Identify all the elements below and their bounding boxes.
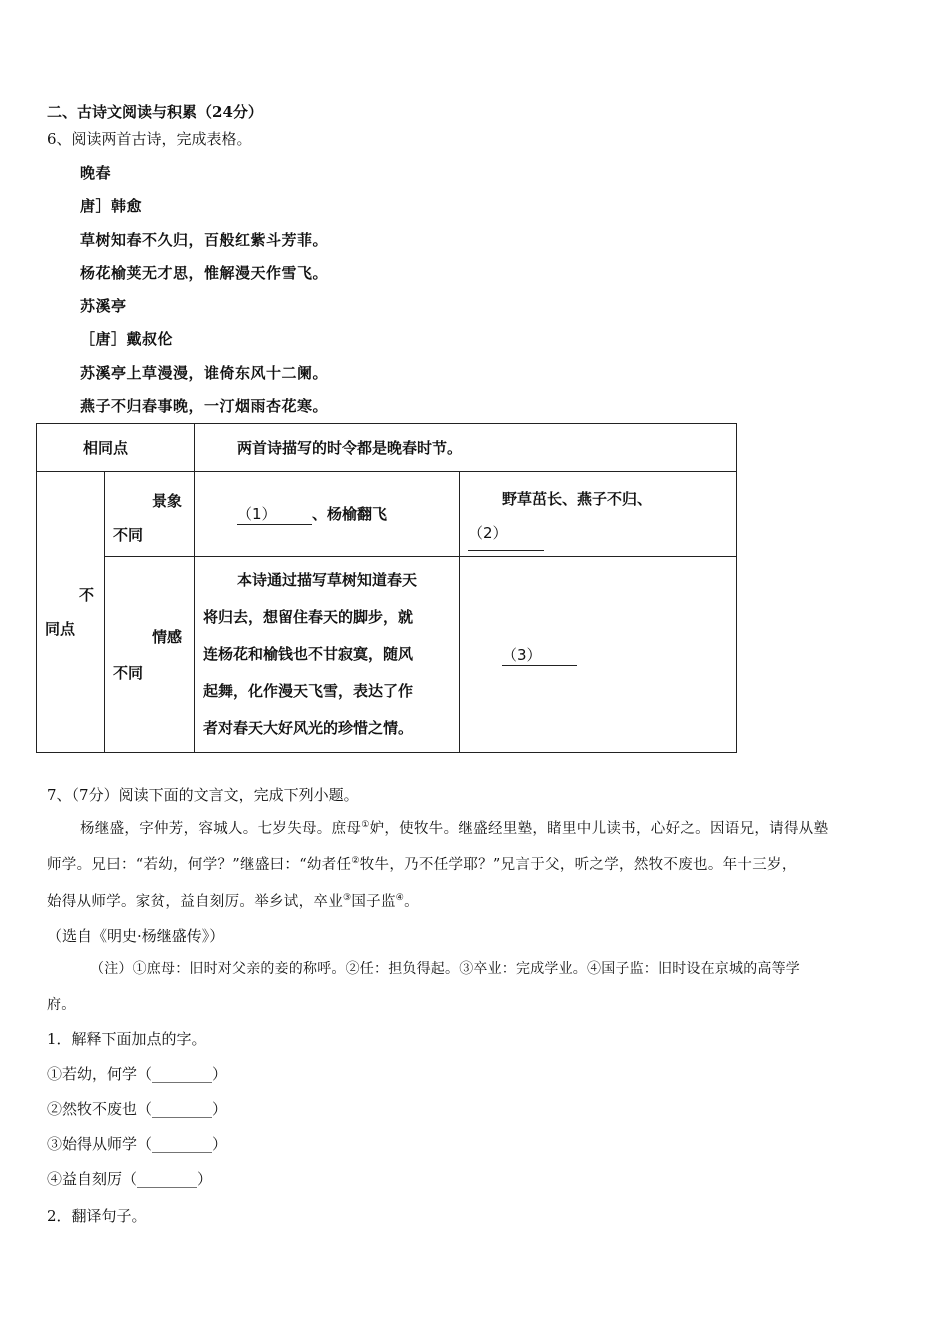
footnote-marker: ① [361, 820, 370, 831]
emotion-label: 不同 [113, 663, 144, 682]
comparison-table [36, 423, 737, 753]
passage-text: 师学。兄曰：“若幼，何学？”继盛曰：“幼者任 [47, 857, 352, 873]
emotion-poem1-cell [195, 557, 460, 753]
passage-line [47, 853, 797, 874]
section-title: 二、古诗文阅读与积累（24分） [47, 103, 263, 121]
passage-text: 国子监 [351, 894, 396, 910]
scene-poem2-text: 野草茁长、燕子不归、 [502, 490, 653, 508]
emotion-line: 起舞，化作漫天飞雪，表达了作 [203, 682, 414, 700]
subquestion-2: 2．翻译句子。 [47, 1207, 147, 1225]
notes-line: （注）①庶母：旧时对父亲的妾的称呼。②任：担负得起。③卒业：完成学业。④国子监：旧时设在京城的高等学 [90, 961, 800, 977]
poem1-title: 晚春 [80, 164, 112, 182]
answer-blank-2[interactable] [468, 516, 544, 551]
emotion-line: 者对春天大好风光的珍惜之情。 [203, 719, 414, 737]
passage-text: 始得从师学。家贫，益自刻厉。举乡试，卒业 [47, 894, 343, 910]
subquestion-1: 1．解释下面加点的字。 [47, 1030, 207, 1048]
emotion-label-cell [105, 557, 195, 753]
poem2-line: 苏溪亭上草漫漫，谁倚东风十二阑。 [80, 364, 329, 382]
sub1-item[interactable]: ②然牧不废也（________） [47, 1100, 228, 1118]
scene-label: 景象 [152, 492, 183, 510]
passage-text: 妒，使牧牛。继盛经里塾，睹里中儿读书，心好之。因语兄，请得从塾 [369, 821, 829, 837]
answer-blank-3[interactable] [502, 644, 577, 666]
poem1-line: 杨花榆荚无才思，惟解漫天作雪飞。 [80, 264, 329, 282]
emotion-label: 情感 [152, 627, 183, 646]
same-text: 两首诗描写的时令都是晚春时节。 [237, 439, 463, 457]
scene-poem1-text: 、杨榆翻飞 [312, 505, 388, 523]
poem1-author: 唐］韩愈 [80, 197, 143, 215]
poem2-author: ［唐］戴叔伦 [80, 330, 174, 348]
sub1-item[interactable]: ④益自刻厉（________） [47, 1170, 213, 1188]
diff-label-part: 同点 [45, 620, 76, 638]
scene-poem2-cell [460, 472, 737, 557]
question-7-prompt: 7、（7分）阅读下面的文言文，完成下列小题。 [47, 786, 359, 804]
poem2-title: 苏溪亭 [80, 297, 127, 315]
passage-source: （选自《明史·杨继盛传》） [47, 927, 225, 945]
diff-label-part: 不 [78, 586, 94, 604]
same-label-cell [37, 424, 195, 472]
passage-text: 杨继盛，字仲芳，容城人。七岁失母。庶母 [80, 821, 362, 837]
blank-2-label: （2） [468, 524, 508, 542]
question-6-prompt: 6、阅读两首古诗，完成表格。 [47, 130, 252, 148]
notes-line: 府。 [47, 997, 76, 1013]
scene-poem1-cell [195, 472, 460, 557]
diff-label-cell [37, 472, 105, 753]
answer-blank-1[interactable] [237, 503, 312, 525]
passage-line [80, 817, 828, 838]
emotion-poem2-cell [460, 557, 737, 753]
emotion-line: 连杨花和榆钱也不甘寂寞，随风 [203, 645, 414, 663]
passage-line [47, 890, 419, 911]
passage-text: 。 [404, 894, 419, 910]
passage-text: 牧牛，乃不任学耶？”兄言于父，听之学，然牧不废也。年十三岁， [359, 857, 797, 873]
sub1-item[interactable]: ①若幼，何学（________） [47, 1065, 228, 1083]
footnote-marker: ③ [343, 893, 352, 904]
blank-3-label: （3） [502, 645, 542, 664]
emotion-line: 将归去，想留住春天的脚步，就 [203, 608, 414, 626]
scene-label: 不同 [113, 526, 144, 544]
footnote-marker: ② [351, 856, 360, 867]
poem2-line: 燕子不归春事晚，一汀烟雨杏花寒。 [80, 397, 329, 415]
blank-1-label: （1） [237, 505, 277, 523]
same-text-cell [195, 424, 737, 472]
footnote-marker: ④ [395, 893, 405, 904]
emotion-line: 本诗通过描写草树知道春天 [237, 571, 418, 589]
same-label: 相同点 [83, 439, 129, 457]
poem1-line: 草树知春不久归，百般红紫斗芳菲。 [80, 231, 329, 249]
scene-label-cell [105, 472, 195, 557]
sub1-item[interactable]: ③始得从师学（________） [47, 1135, 228, 1153]
